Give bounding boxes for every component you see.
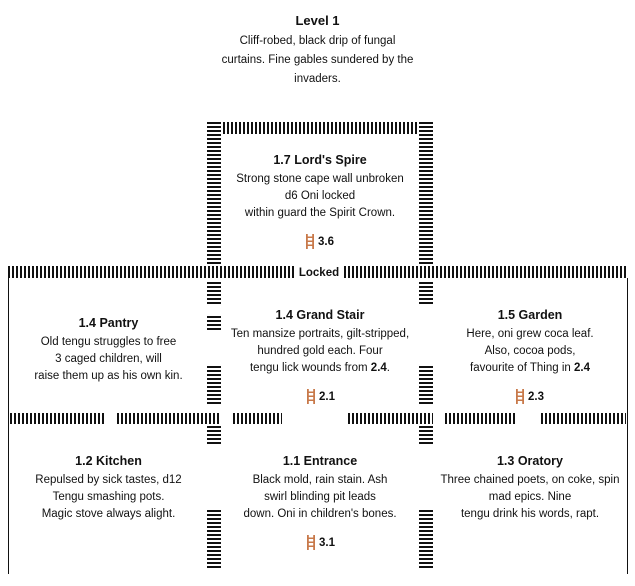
room-garden[interactable] [433,306,627,377]
room-description [218,326,422,377]
frame-right [627,278,628,574]
level-title: Level 1 [295,13,340,28]
ladder-target: 2.1 [319,390,335,403]
room-line: mad epics. Nine [488,491,572,503]
wall-mid-left-e [207,510,221,570]
room-line: Old tengu struggles to free [40,336,177,348]
ladder-link-3-1[interactable] [306,535,335,550]
wall-middle-f [541,413,626,424]
room-line: hundred gold each. Four [257,345,383,357]
ladder-icon [305,234,315,249]
room-line: raise them up as his own kin. [34,370,183,382]
room-reference[interactable]: 2.4 [574,362,590,374]
ladder-target: 2.3 [528,390,544,403]
ladder-link-2-1[interactable] [306,389,335,404]
ladder-icon [306,535,316,550]
room-pantry[interactable] [10,314,207,385]
room-line: Tengu smashing pots. [52,491,165,503]
ladder-target: 3.1 [319,536,335,549]
room-description [433,472,627,523]
wall-middle-d [348,413,433,424]
room-entrance[interactable] [221,452,419,523]
room-description [433,326,627,377]
locked-door-label: Locked [295,266,343,280]
room-title: 1.4 Pantry [78,316,139,330]
room-title: 1.4 Grand Stair [275,308,365,322]
room-line: Also, cocoa pods, [484,345,576,357]
wall-middle-a [10,413,105,424]
room-line: Here, oni grew coca leaf. [466,328,594,340]
wall-mid-right-a [419,282,433,304]
room-title: 1.2 Kitchen [75,454,142,468]
room-lords-spire[interactable] [221,151,419,222]
room-description [10,334,207,385]
room-line-text: favourite of Thing in [470,362,574,374]
room-line: within guard the Spirit Crown. [244,207,396,219]
wall-spire-top [207,122,434,134]
room-description [221,472,419,523]
level-header [0,12,635,89]
wall-mid-left-d [207,426,221,446]
room-kitchen[interactable] [10,452,207,523]
wall-mid-left-a [207,282,221,304]
room-line: down. Oni in children's bones. [243,508,397,520]
wall-middle-b [117,413,221,424]
room-line: Ten mansize portraits, gilt-stripped, [230,328,410,340]
room-title: 1.1 Entrance [282,454,358,468]
room-grand-stair[interactable] [218,306,422,377]
wall-mid-right-d [419,510,433,570]
wall-middle-e [445,413,517,424]
room-line: Strong stone cape wall unbroken [236,173,404,185]
room-line: tengu drink his words, rapt. [460,508,600,520]
room-line: Three chained poets, on coke, spin [440,474,620,486]
ladder-icon [515,389,525,404]
room-line: d6 Oni locked [284,190,356,202]
room-line: swirl blinding pit leads [264,491,376,503]
room-line: Repulsed by sick tastes, d12 [35,474,182,486]
ladder-icon [306,389,316,404]
ladder-link-3-6[interactable] [305,234,334,249]
level-description: Cliff-robed, black drip of fungal curtains. Fine gables sundered by the invaders. [221,35,414,85]
ladder-link-2-3[interactable] [515,389,544,404]
room-line: 3 caged children, will [55,353,162,365]
room-line [218,360,422,377]
room-title: 1.7 Lord's Spire [273,153,367,167]
frame-left [8,278,9,574]
wall-spire-right [419,122,433,270]
room-line [433,360,627,377]
room-title: 1.5 Garden [497,308,563,322]
room-line: Black mold, rain stain. Ash [252,474,388,486]
room-line-text: tengu lick wounds from [249,362,371,374]
room-description [221,171,419,222]
wall-spire-left [207,122,221,270]
wall-middle-c [233,413,282,424]
ladder-target: 3.6 [318,235,334,248]
room-description [10,472,207,523]
wall-mid-right-c [419,426,433,446]
room-line-suffix: . [386,362,390,374]
room-line: Magic stove always alight. [41,508,176,520]
room-reference[interactable]: 2.4 [370,362,387,374]
room-oratory[interactable] [433,452,627,523]
room-title: 1.3 Oratory [496,454,563,468]
